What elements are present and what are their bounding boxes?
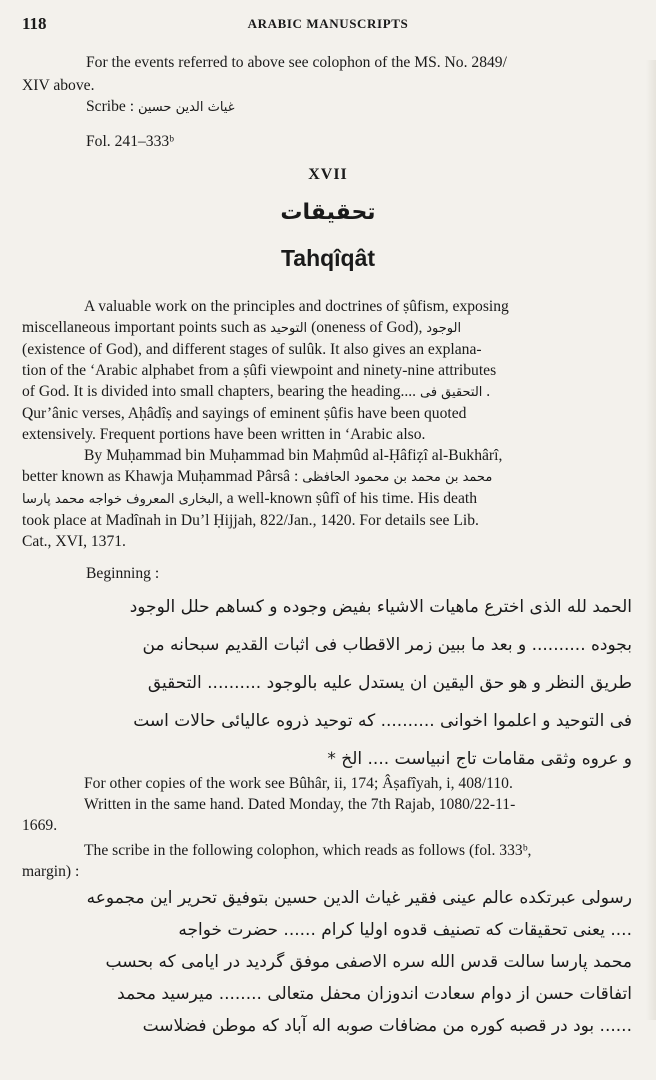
author-line-3: البخارى المعروف خواجه محمد پارسا, a well-known ṣûfî of his time. His death (22, 490, 478, 507)
desc-line-2: miscellaneous important points such as التوحيد (oneness of God), الوجود (22, 319, 462, 336)
beginning-line: بجوده .......... و بعد ما ببين زمر الاقطاب فى اثبات القديم سبحانه من (142, 635, 632, 655)
copies-line-2: Written in the same hand. Dated Monday, the 7th Rajab, 1080/22-11- (84, 796, 516, 813)
colophon-line: ...... بود در قصبه كوره من مضافات صوبه اله آباد كه موطن فضلاست (142, 1016, 632, 1036)
beginning-line: الحمد لله الذى اخترع ماهيات الاشياء بفيض وجوده و كساهم حلل الوجود (129, 597, 632, 617)
folio-range: Fol. 241–333ᵇ (86, 133, 175, 150)
desc-line-3: (existence of God), and different stages of sulûk. It also gives an explana- (22, 341, 482, 358)
colophon-intro (22, 840, 638, 882)
author-line-4: took place at Madînah in Du’l Ḥijjah, 822/Jan., 1420. For details see Lib. (22, 512, 479, 529)
author-line-2: better known as Khawja Muḥammad Pârsâ : محمد بن محمد بن محمود الحافظى (22, 468, 493, 485)
colophon-line-1: The scribe in the following colophon, which reads as follows (fol. 333ᵇ, (84, 842, 532, 859)
running-title: ARABIC MANUSCRIPTS (247, 16, 409, 31)
desc-line-6: Qur’ânic verses, Aḥâdîṣ and sayings of eminent ṣûfis have been quoted (22, 405, 467, 422)
desc-line-7: extensively. Frequent portions have been written in ‘Arabic also. (22, 426, 426, 443)
desc-line-1: A valuable work on the principles and doctrines of ṣûfism, exposing (84, 298, 509, 315)
author-line-5: Cat., XVI, 1371. (22, 533, 126, 550)
author-line-1: By Muḥammad bin Muḥammad bin Maḥmûd al-Ḥâfiẓî al-Bukhârî, (84, 447, 503, 464)
beginning-line: و عروه وثقى مقامات تاج انبياست .... الخ * (327, 749, 632, 769)
description-paragraph (22, 296, 638, 445)
colophon-line: محمد پارسا سالت قدس الله سره الاصفى موفق گرديد در ايامى كه بحسب (105, 952, 632, 972)
page-number: 118 (22, 14, 47, 33)
colophon-arabic-block (30, 882, 632, 1042)
desc-line-5: of God. It is divided into small chapters, bearing the heading.... التحقيق فى . (22, 383, 491, 400)
intro-line-1: For the events referred to above see colophon of the MS. No. 2849/ (86, 54, 507, 71)
scribe-name-arabic: غياث الدين حسين (137, 100, 235, 115)
intro-line-2: XIV above. (22, 77, 95, 94)
entry-title: Tahqîqât (280, 245, 376, 271)
colophon-line: .... يعنى تحقيقات كه تصنيف قدوه اوليا كرام ...... حضرت خواجه (178, 920, 632, 940)
copies-line-1: For other copies of the work see Bûhâr, ii, 174; Âṣafîyah, i, 408/110. (84, 775, 513, 792)
beginning-line: طريق النظر و هو حق اليقين ان يستدل عليه بالوجود .......... التحقيق (147, 673, 632, 693)
running-head (22, 14, 634, 36)
colophon-line: رسولى عبرتكده عالم عينى فقير غياث الدين حسين بتوفيق تحرير اين مجموعه (86, 888, 632, 908)
beginning-arabic-block (30, 588, 632, 778)
scribe-line (86, 96, 638, 118)
copies-line-3: 1669. (22, 817, 58, 834)
author-paragraph (22, 445, 638, 552)
colophon-line-2: margin) : (22, 863, 80, 880)
beginning-line: فى التوحيد و اعلموا اخوانى .......... كه توحيد ذروه عاليائى حالات است (133, 711, 632, 731)
scribe-label: Scribe : (86, 98, 135, 115)
entry-arabic-title: تحقيقات (280, 200, 376, 225)
colophon-line: اتفاقات حسن از دوام سعادت اندوزان محفل متعالى ........ ميرسيد محمد (117, 984, 632, 1004)
beginning-label: Beginning : (86, 565, 160, 582)
entry-number: XVII (308, 166, 348, 183)
copies-paragraph (22, 773, 638, 836)
desc-line-4: tion of the ‘Arabic alphabet from a ṣûfi viewpoint and ninety-nine attributes (22, 362, 497, 379)
